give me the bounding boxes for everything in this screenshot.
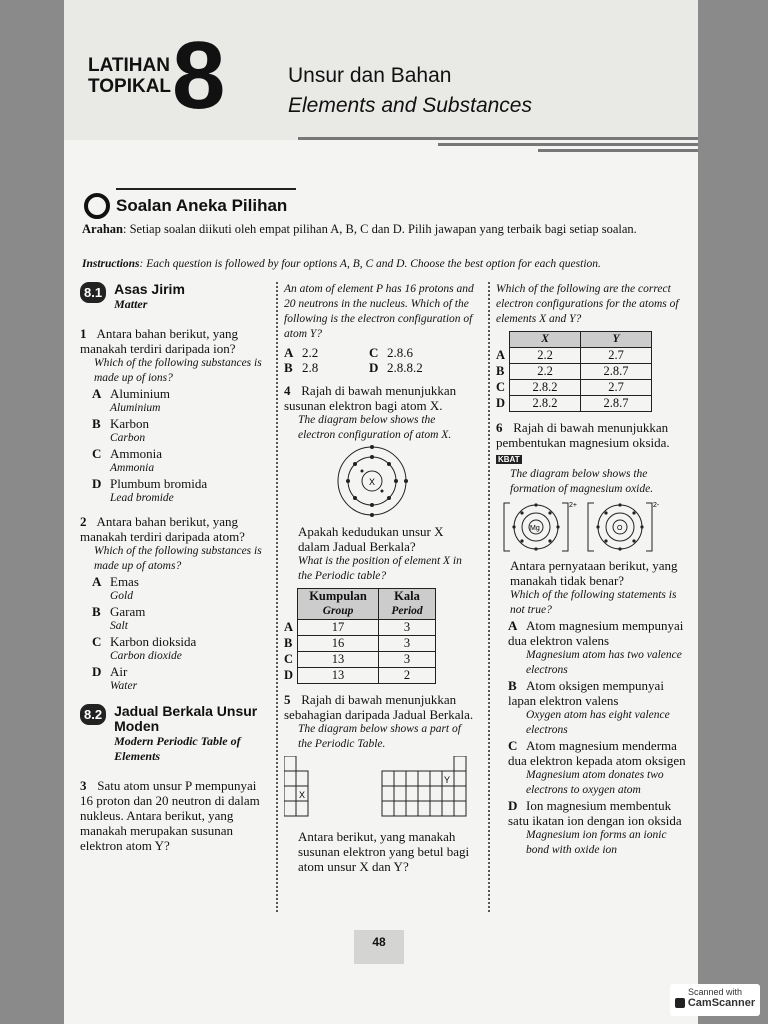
question-number: 4 (284, 383, 291, 398)
option-letter: B (92, 416, 101, 431)
table-cell: 2 (379, 668, 436, 684)
option-text: Aluminium (110, 386, 170, 401)
question-5-continued (496, 282, 692, 412)
question-text: Rajah di bawah menunjukkan susunan elektron bagi atom X. (284, 383, 457, 413)
option-text: Emas (110, 574, 139, 589)
option-letter: C (92, 634, 102, 649)
topikal-text: TOPIKAL (88, 76, 172, 97)
section-rule (116, 188, 296, 190)
table-cell: 2.8.2 (510, 380, 581, 396)
option[interactable] (80, 446, 270, 461)
kbat-badge: KBAT (498, 455, 520, 464)
table-header (298, 589, 379, 620)
section-title: Soalan Aneka Pilihan (116, 196, 288, 215)
table-cell: 13 (298, 668, 379, 684)
question-text-en: Which of the following substances is made up of atoms? (94, 545, 262, 572)
element-x-label: X (299, 790, 306, 800)
option-text-en: Gold (110, 590, 133, 602)
question-text-en: Which of the following substances is made up of ions? (94, 357, 262, 384)
option-text: Plumbum bromida (110, 476, 208, 491)
option-text: Garam (110, 604, 146, 619)
option-text: Karbon dioksida (110, 634, 197, 649)
periodic-table-fragment (284, 756, 470, 822)
question-prompt: Antara pernyataan berikut, yang manakah tidak benar? (510, 558, 678, 588)
instructions: Instructions: Each question is followed by four options A, B, C and D. Choose the best option for each question. (82, 258, 601, 270)
row-letter: C (284, 652, 294, 666)
row-letter: A (284, 620, 294, 634)
table-cell: 3 (379, 620, 436, 636)
options-grid (284, 345, 454, 375)
row-letter: A (496, 348, 506, 362)
question-text: Antara bahan berikut, yang manakah terdiri daripada atom? (80, 514, 245, 544)
question-text: Antara bahan berikut, yang manakah terdiri daripada ion? (80, 326, 239, 356)
topic-heading (80, 282, 270, 312)
question-text-en: An atom of element P has 16 protons and 20 neutrons in the nucleus. Which of the following is the electron configuration of atom Y? (284, 283, 474, 340)
mg-charge: 2+ (569, 502, 577, 509)
option-letter: A (92, 574, 102, 589)
column-1 (80, 282, 270, 861)
atom-x-label: X (369, 477, 376, 487)
header-ms: Kumpulan (309, 589, 367, 603)
camscanner-logo-icon (675, 998, 685, 1008)
table-cell: 3 (379, 652, 436, 668)
option-text-en: Lead bromide (110, 492, 174, 504)
topic-name-en: Matter (114, 297, 148, 311)
column-divider (276, 282, 278, 912)
topic-heading (80, 704, 270, 764)
topic-name: Asas Jirim (114, 281, 185, 297)
table-cell: 2.2 (510, 364, 581, 380)
question-number: 2 (80, 514, 87, 529)
scanner-line-1: Scanned with (687, 987, 743, 997)
option-letter: A (92, 386, 102, 401)
question-4 (284, 383, 474, 684)
o-label: O (617, 525, 623, 532)
option[interactable] (496, 798, 692, 828)
question-prompt: Apakah kedudukan unsur X dalam Jadual Berkala? (298, 524, 444, 554)
option-text: Atom magnesium menderma dua elektron kepada atom oksigen (508, 738, 686, 768)
camscanner-badge (670, 984, 760, 1016)
element-y-label: Y (444, 775, 451, 785)
table-cell: 2.7 (581, 348, 652, 364)
header-en: Group (322, 605, 354, 617)
table-cell: 2.7 (581, 380, 652, 396)
option-letter: D (92, 476, 102, 491)
scanner-name: CamScanner (687, 997, 756, 1009)
atom-x-diagram (284, 443, 474, 521)
option[interactable] (496, 618, 692, 648)
question-prompt-en: Which of the following statements is not true? (510, 589, 677, 616)
option-text: Atom magnesium mempunyai dua elektron valens (508, 618, 684, 648)
arahan-text: Setiap soalan diikuti oleh empat pilihan A, B, C dan D. Pilih jawapan yang terbaik bagi setiap soalan. (129, 222, 637, 236)
row-letter: B (284, 636, 293, 650)
chapter-number: 8 (172, 22, 226, 129)
option-text-en: Oxygen atom has eight valence electrons (526, 709, 670, 736)
worksheet-page (64, 0, 698, 1024)
option-text: 2.8 (302, 360, 319, 375)
page-number: 48 (354, 930, 404, 964)
option[interactable] (80, 574, 270, 589)
option-letter: D (508, 798, 518, 813)
table-header (379, 589, 436, 620)
table-cell: 17 (298, 620, 379, 636)
row-letter: C (496, 380, 506, 394)
topic-badge: 8.1 (80, 282, 106, 303)
option-letter: D (369, 360, 379, 375)
question-3-continued (284, 282, 474, 375)
section-heading (84, 193, 287, 219)
question-number: 3 (80, 778, 87, 793)
latihan-text: LATIHAN (88, 55, 170, 76)
table-cell: 16 (298, 636, 379, 652)
option-text-en: Aluminium (110, 402, 161, 414)
table-header: X (510, 332, 581, 348)
column-3 (496, 282, 692, 866)
header-en: Period (391, 605, 423, 617)
option[interactable] (80, 386, 270, 401)
option[interactable] (496, 678, 692, 708)
option[interactable] (80, 664, 270, 679)
question-prompt: Antara berikut, yang manakah susunan elektron yang betul bagi atom unsur X dan Y? (298, 829, 470, 874)
option[interactable] (284, 360, 369, 375)
table-cell: 2.8.2 (510, 396, 581, 412)
option[interactable] (369, 345, 454, 360)
option-letter: B (508, 678, 517, 693)
option-text-en: Carbon (110, 432, 146, 444)
o-charge: 2- (653, 502, 660, 509)
question-prompt-en: What is the position of element X in the Periodic table? (298, 555, 462, 582)
answer-table (284, 588, 436, 684)
table-row[interactable] (496, 380, 652, 396)
question-text: Rajah di bawah menunjukkan pembentukan magnesium oksida. (496, 420, 670, 450)
option-text: Ion magnesium membentuk satu ikatan ion dengan ion oksida (508, 798, 682, 828)
chapter-title-ms: Unsur dan Bahan (288, 64, 452, 87)
table-row[interactable] (284, 636, 436, 652)
column-2 (284, 282, 474, 882)
option-letter: D (92, 664, 102, 679)
option-text: Ammonia (110, 446, 162, 461)
topic-badge: 8.2 (80, 704, 106, 725)
option-text: 2.8.6 (387, 345, 413, 360)
option[interactable] (284, 345, 369, 360)
row-letter: D (496, 396, 506, 410)
row-letter: D (284, 668, 294, 682)
question-3 (80, 778, 270, 853)
header-stripe (438, 143, 698, 146)
option[interactable] (80, 604, 270, 619)
magnesium-oxide-diagram (496, 499, 676, 555)
option[interactable] (80, 416, 270, 431)
arahan-label: Arahan (82, 222, 123, 236)
row-letter: B (496, 364, 505, 378)
option-text-en: Salt (110, 620, 128, 632)
option-text-en: Magnesium ion forms an ionic bond with oxide ion (526, 829, 667, 856)
question-number: 5 (284, 692, 291, 707)
topic-name-en: Modern Periodic Table of Elements (114, 734, 241, 763)
option-text-en: Ammonia (110, 462, 155, 474)
option-text-en: Carbon dioxide (110, 650, 182, 662)
option-text: Karbon (110, 416, 149, 431)
header-ms: Kala (394, 589, 420, 603)
header-stripe (298, 137, 698, 140)
table-row[interactable] (284, 620, 436, 636)
table-row[interactable] (284, 668, 436, 684)
section-circle-icon (84, 193, 110, 219)
question-number: 6 (496, 420, 503, 435)
question-1 (80, 326, 270, 506)
table-cell: 13 (298, 652, 379, 668)
question-text: Satu atom unsur P mempunyai 16 proton dan 20 neutron di dalam nukleus. Antara berikut, yang manakah merupakan susunan elektron atom Y? (80, 778, 260, 853)
option-text: 2.2 (302, 345, 319, 360)
header-stripe (538, 149, 698, 152)
instructions-text: Each question is followed by four options A, B, C and D. Choose the best option for each question. (146, 258, 601, 270)
instructions-label: Instructions (82, 258, 140, 270)
option-text: Atom oksigen mempunyai lapan elektron valens (508, 678, 664, 708)
table-cell: 2.2 (510, 348, 581, 364)
question-text-en: The diagram below shows a part of the Periodic Table. (298, 723, 461, 750)
option-letter: A (508, 618, 518, 633)
option-letter: C (508, 738, 518, 753)
table-header: Y (581, 332, 652, 348)
question-5 (284, 692, 474, 874)
option-letter: A (284, 345, 294, 360)
chapter-title-en: Elements and Substances (288, 94, 532, 117)
table-cell: 3 (379, 636, 436, 652)
question-prompt-en: Which of the following are the correct electron configurations for the atoms of elements X and Y? (496, 283, 679, 325)
table-cell: 2.8.7 (581, 396, 652, 412)
table-row[interactable] (284, 652, 436, 668)
column-divider (488, 282, 490, 912)
question-6 (496, 420, 692, 858)
option[interactable] (496, 738, 692, 768)
table-row[interactable] (496, 364, 652, 380)
arahan: Arahan: Setiap soalan diikuti oleh empat pilihan A, B, C dan D. Pilih jawapan yang terbaik bagi setiap soalan. (82, 222, 637, 236)
option[interactable] (80, 476, 270, 491)
option-text: Air (110, 664, 128, 679)
option-letter: B (284, 360, 293, 375)
mg-label: Mg (530, 525, 540, 532)
option-letter: C (369, 345, 379, 360)
latihan-topikal-label (88, 55, 171, 97)
question-text-en: The diagram below shows the electron configuration of atom X. (298, 414, 452, 441)
question-text-en: The diagram below shows the formation of magnesium oxide. (510, 468, 654, 495)
scanner-line-2 (670, 997, 760, 1009)
answer-table (496, 331, 652, 412)
option-text: 2.8.8.2 (387, 360, 423, 375)
option-letter: C (92, 446, 102, 461)
table-row[interactable] (496, 396, 652, 412)
option-text-en: Magnesium atom donates two electrons to oxygen atom (526, 769, 664, 796)
table-row[interactable] (496, 348, 652, 364)
topic-name: Jadual Berkala Unsur Moden (114, 703, 258, 734)
question-text: Rajah di bawah menunjukkan sebahagian daripada Jadual Berkala. (284, 692, 474, 722)
option-text-en: Water (110, 680, 138, 692)
table-cell: 2.8.7 (581, 364, 652, 380)
question-number: 1 (80, 326, 87, 341)
option-letter: B (92, 604, 101, 619)
option[interactable] (369, 360, 454, 375)
question-2 (80, 514, 270, 694)
option-text-en: Magnesium atom has two valence electrons (526, 649, 682, 676)
option[interactable] (80, 634, 270, 649)
